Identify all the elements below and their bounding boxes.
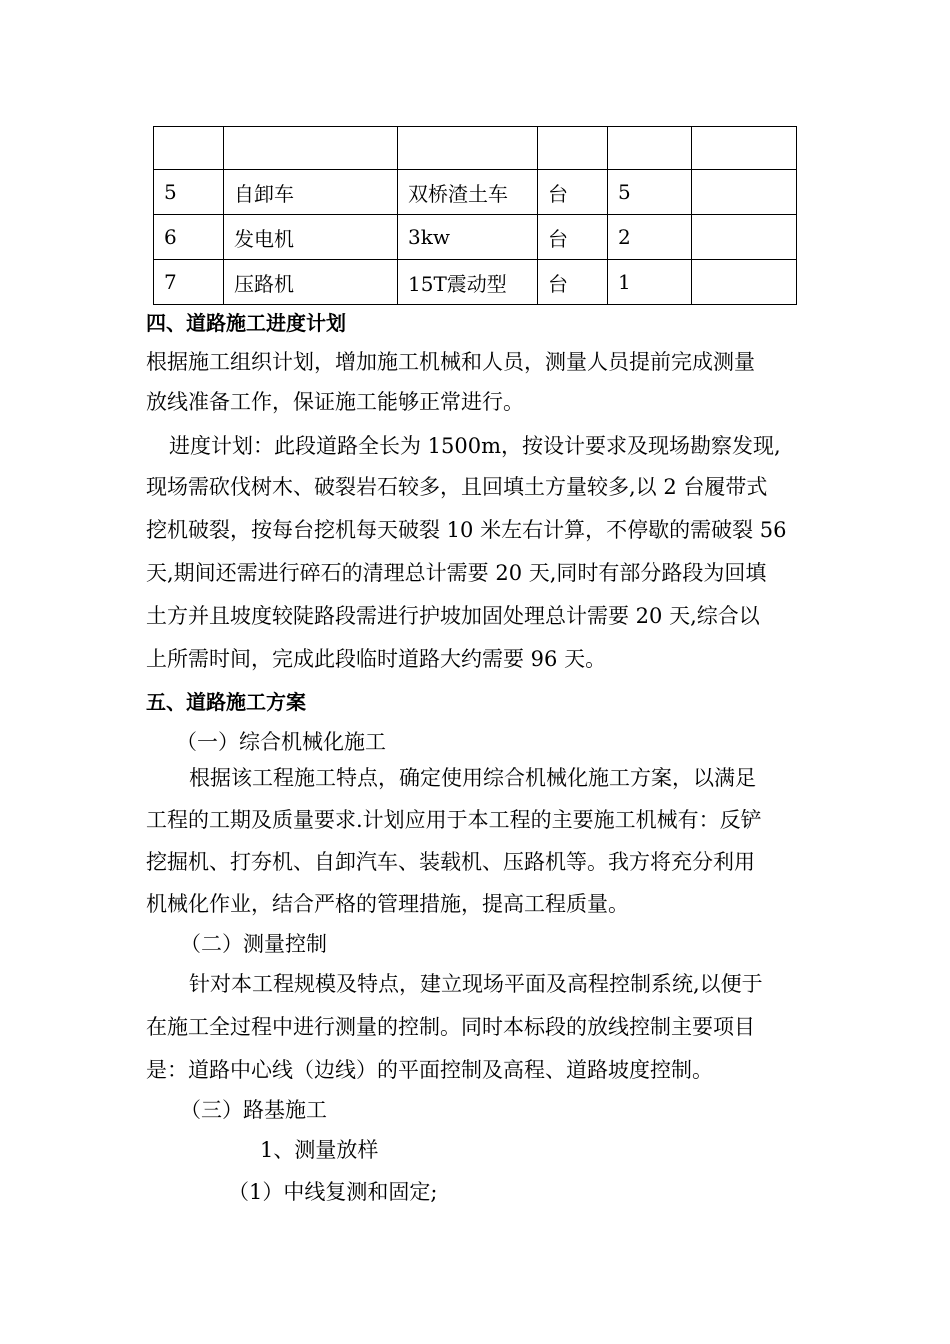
- paragraph-line: 针对本工程规模及特点，建立现场平面及高程控制系统,以便于: [189, 972, 763, 996]
- table-cell: 15T震动型: [398, 260, 538, 305]
- paragraph-line: 放线准备工作，保证施工能够正常进行。: [146, 390, 524, 414]
- table-cell: 发电机: [224, 215, 398, 260]
- table-cell: [692, 260, 797, 305]
- section-heading-5: 五、道路施工方案: [146, 690, 306, 714]
- subsection-heading: （三）路基施工: [180, 1098, 327, 1122]
- paragraph-line: 上所需时间，完成此段临时道路大约需要 96 天。: [146, 647, 607, 671]
- table-cell: 压路机: [224, 260, 398, 305]
- paragraph-line: 工程的工期及质量要求.计划应用于本工程的主要施工机械有：反铲: [146, 808, 762, 832]
- paragraph-line: 根据施工组织计划，增加施工机械和人员，测量人员提前完成测量: [146, 350, 755, 374]
- table-cell: [538, 127, 608, 170]
- table-cell: 台: [538, 170, 608, 215]
- paragraph-line: 进度计划：此段道路全长为 1500m，按设计要求及现场勘察发现,: [169, 434, 781, 458]
- table-cell: [692, 170, 797, 215]
- paragraph-line: 在施工全过程中进行测量的控制。同时本标段的放线控制主要项目: [146, 1015, 755, 1039]
- table-row: [154, 127, 797, 170]
- paragraph-line: 是：道路中心线（边线）的平面控制及高程、道路坡度控制。: [146, 1058, 713, 1082]
- table-cell: 7: [154, 260, 224, 305]
- paragraph-line: 土方并且坡度较陡路段需进行护坡加固处理总计需要 20 天,综合以: [146, 604, 760, 628]
- table-cell: 1: [608, 260, 692, 305]
- table-row: [154, 215, 797, 260]
- paragraph-line: 根据该工程施工特点，确定使用综合机械化施工方案，以满足: [189, 766, 756, 790]
- paragraph-line: 现场需砍伐树木、破裂岩石较多，且回填土方量较多,以 2 台履带式: [146, 475, 768, 499]
- subsection-heading: （一）综合机械化施工: [176, 730, 386, 754]
- table-cell: 5: [154, 170, 224, 215]
- paragraph-line: 天,期间还需进行碎石的清理总计需要 20 天,同时有部分路段为回填: [146, 561, 767, 585]
- subsection-heading: （二）测量控制: [180, 932, 327, 956]
- table-cell: [224, 127, 398, 170]
- table-cell: 自卸车: [224, 170, 398, 215]
- table-cell: [692, 127, 797, 170]
- table-cell: [608, 127, 692, 170]
- table-cell: 双桥渣土车: [398, 170, 538, 215]
- section-heading-4: 四、道路施工进度计划: [146, 311, 346, 335]
- table-row: [154, 260, 797, 305]
- list-item: （1）中线复测和固定;: [228, 1180, 438, 1204]
- table-cell: [692, 215, 797, 260]
- paragraph-line: 挖掘机、打夯机、自卸汽车、装载机、压路机等。我方将充分利用: [146, 850, 755, 874]
- table-cell: 2: [608, 215, 692, 260]
- table-cell: 5: [608, 170, 692, 215]
- table-cell: 台: [538, 260, 608, 305]
- table-cell: 台: [538, 215, 608, 260]
- table-cell: [154, 127, 224, 170]
- table-cell: 6: [154, 215, 224, 260]
- list-item: 1、测量放样: [260, 1138, 379, 1162]
- table-cell: 3kw: [398, 215, 538, 260]
- paragraph-line: 挖机破裂，按每台挖机每天破裂 10 米左右计算，不停歇的需破裂 56: [146, 518, 787, 542]
- paragraph-line: 机械化作业，结合严格的管理措施，提高工程质量。: [146, 892, 629, 916]
- table-cell: [398, 127, 538, 170]
- equipment-table: [153, 126, 797, 305]
- table-row: [154, 170, 797, 215]
